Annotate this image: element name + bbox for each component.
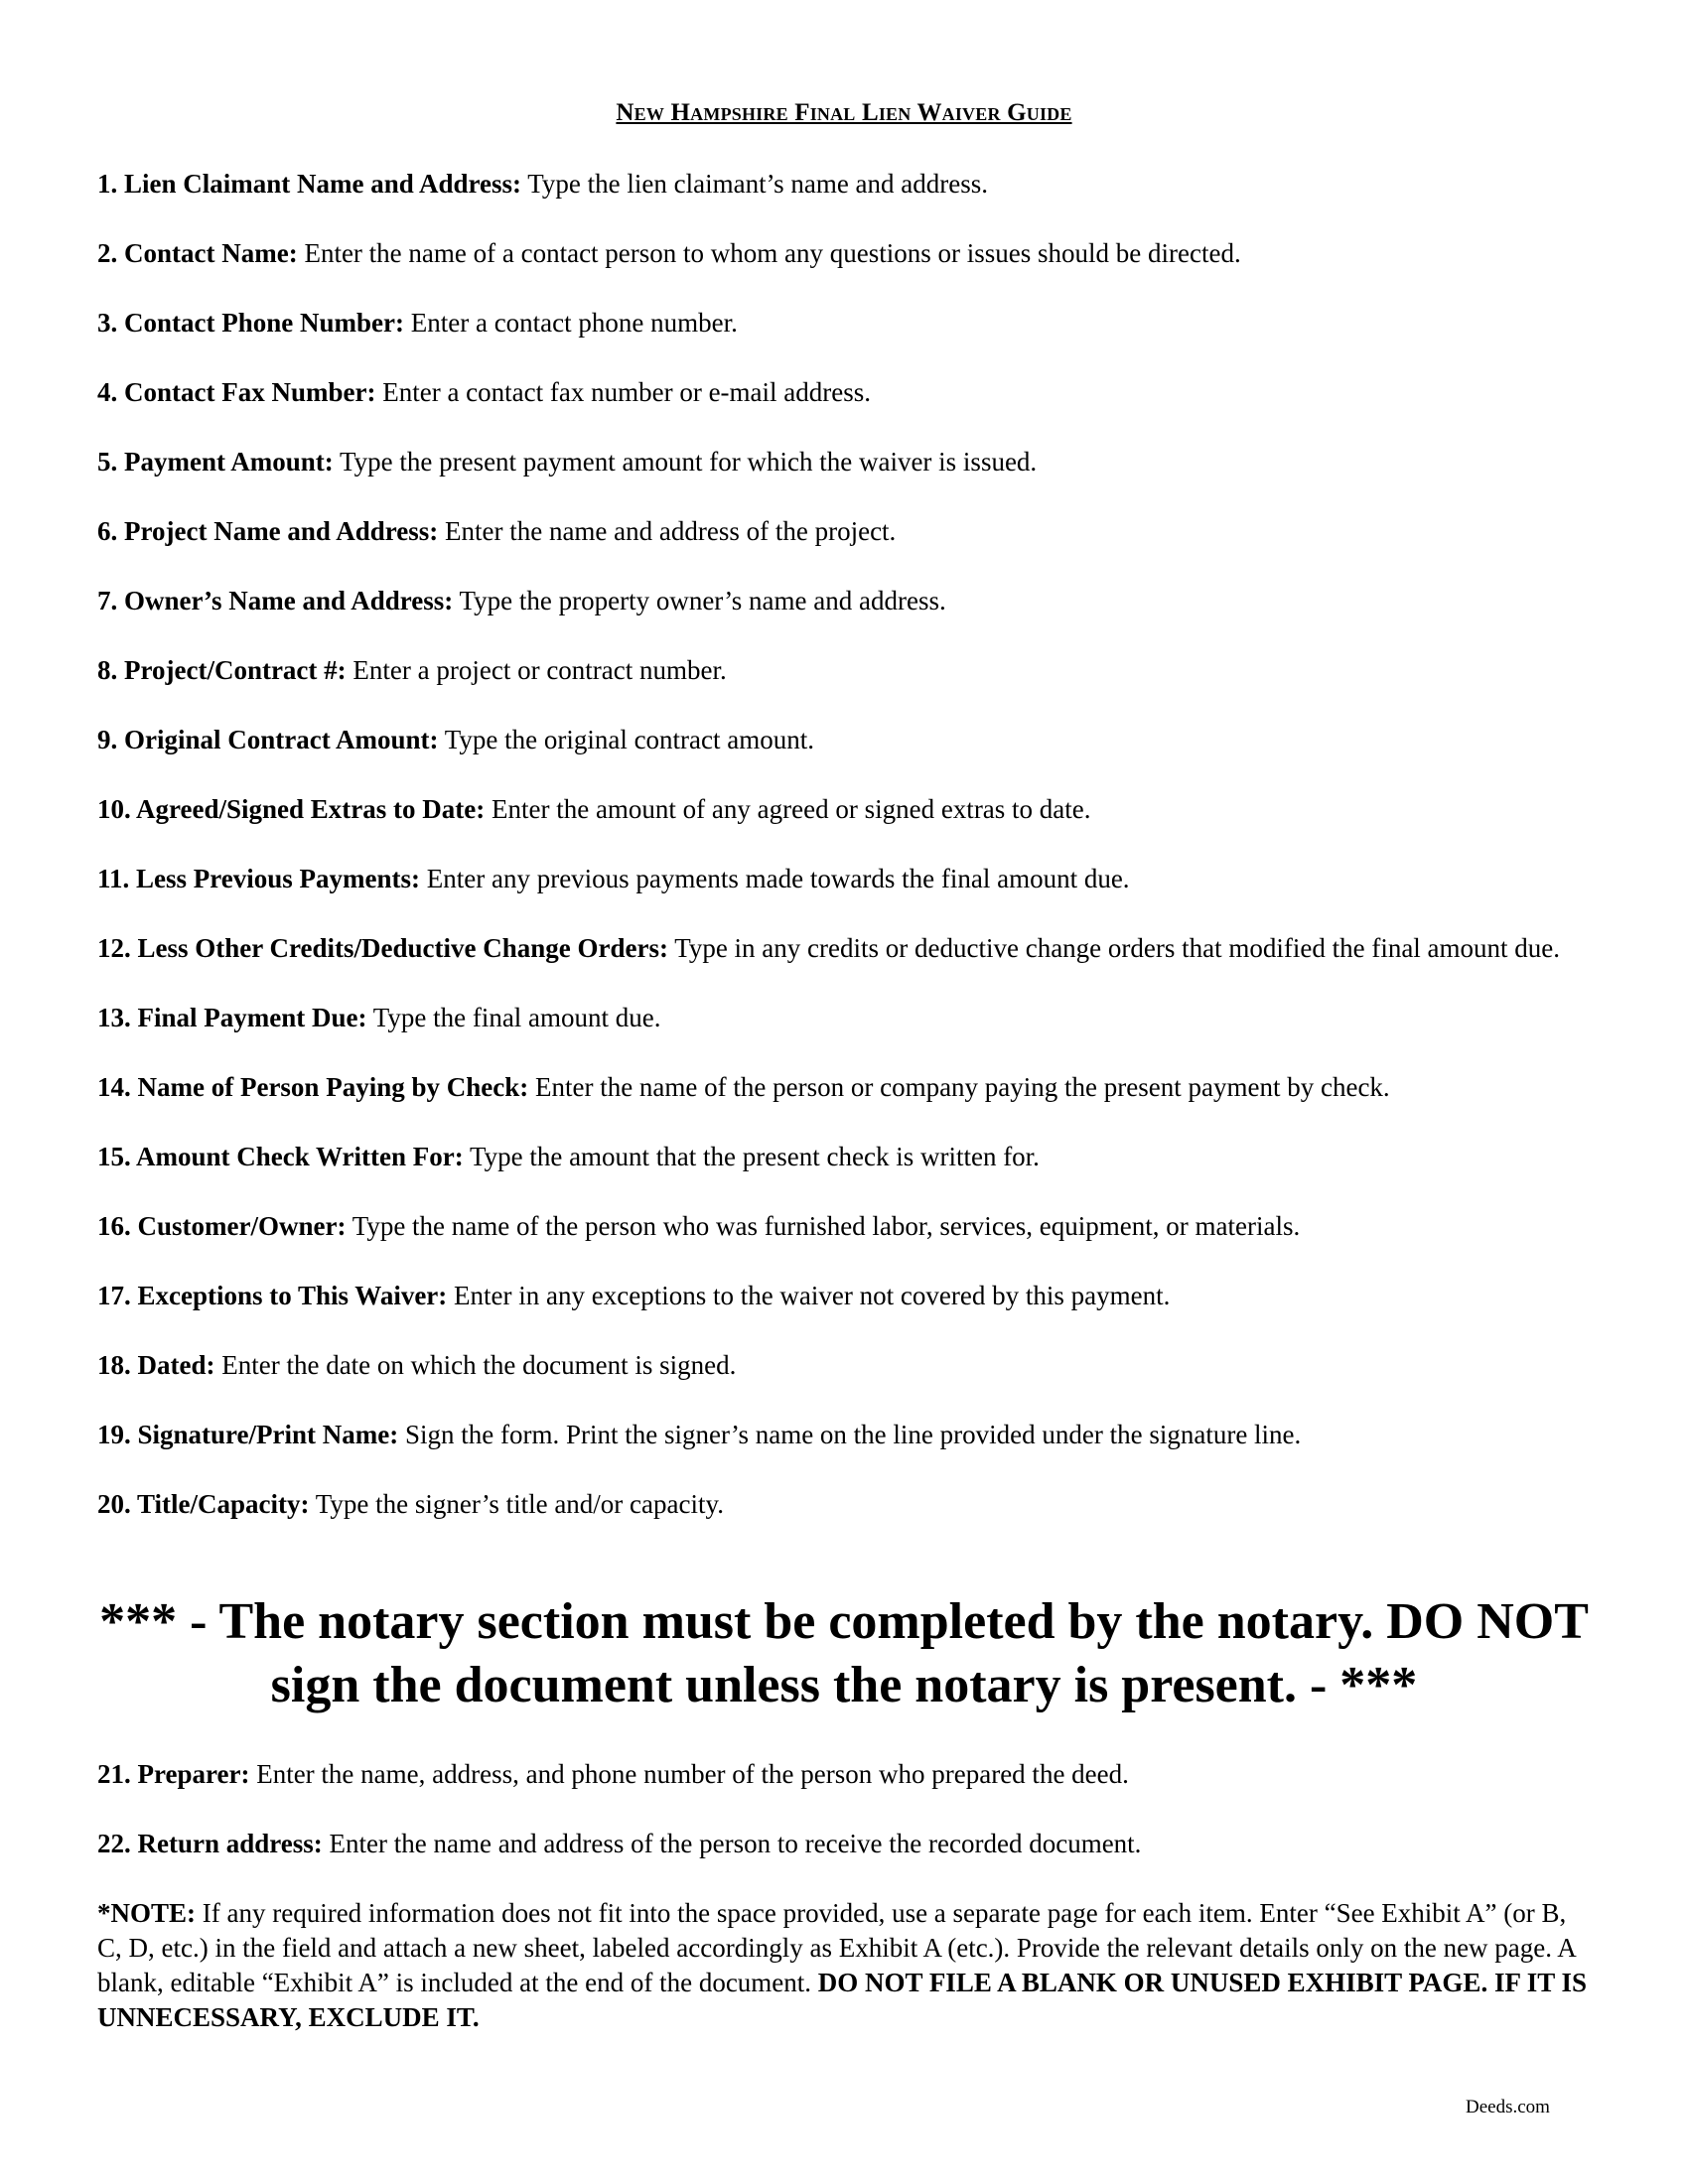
note-text: If any required information does not fit into the space provided, use a separate page for each item. Enter “See Exhibit A” (or B, C, D, etc.) in the field and attach a new sheet, labeled accordingly as Exhibit A (etc.). Provide the relevant details only on the new page. A blank, editable “Exhibit A” is included at the end of the document. — [97, 1898, 1576, 1997]
item-text: Type in any credits or deductive change orders that modified the final amount due. — [667, 933, 1561, 963]
item-text: Enter a contact phone number. — [403, 308, 738, 338]
item-text: Enter the name, address, and phone number of the person who prepared the deed. — [249, 1759, 1129, 1789]
guide-item — [97, 792, 1607, 827]
guide-item — [97, 306, 1607, 341]
guide-item — [97, 653, 1607, 688]
item-text: Sign the form. Print the signer’s name on the line provided under the signature line. — [398, 1420, 1302, 1449]
item-label: 8. Project/Contract #: — [97, 655, 347, 685]
item-text: Type the amount that the present check is written for. — [463, 1142, 1040, 1171]
item-label: 18. Dated: — [97, 1350, 215, 1380]
guide-item — [97, 1070, 1607, 1105]
item-label: 20. Title/Capacity: — [97, 1489, 310, 1519]
item-text: Type the lien claimant’s name and address. — [521, 169, 989, 199]
guide-item — [97, 723, 1607, 757]
item-label: 17. Exceptions to This Waiver: — [97, 1281, 448, 1310]
item-text: Enter a project or contract number. — [346, 655, 727, 685]
notary-warning: *** - The notary section must be completed by the notary. DO NOT sign the document unless the notary is present. - *** — [99, 1593, 1589, 1713]
item-text: Enter in any exceptions to the waiver not covered by this payment. — [447, 1281, 1171, 1310]
item-label: 12. Less Other Credits/Deductive Change Orders: — [97, 933, 668, 963]
item-text: Type the name of the person who was furnished labor, services, equipment, or materials. — [346, 1211, 1301, 1241]
item-text: Type the original contract amount. — [438, 725, 815, 754]
note-label: *NOTE: — [97, 1898, 197, 1928]
item-label: 9. Original Contract Amount: — [97, 725, 439, 754]
guide-item — [97, 1001, 1607, 1035]
item-label: 14. Name of Person Paying by Check: — [97, 1072, 529, 1102]
item-text: Type the property owner’s name and address. — [453, 586, 946, 615]
guide-item — [97, 167, 1607, 202]
guide-item — [97, 236, 1607, 271]
guide-item — [97, 375, 1607, 410]
item-text: Enter the name of a contact person to whom any questions or issues should be directed. — [297, 238, 1241, 268]
item-text: Enter a contact fax number or e-mail address. — [375, 377, 872, 407]
item-label: 2. Contact Name: — [97, 238, 298, 268]
item-text: Type the signer’s title and/or capacity. — [309, 1489, 724, 1519]
exhibit-note — [97, 1896, 1597, 2035]
guide-item — [97, 1140, 1607, 1174]
item-label: 5. Payment Amount: — [97, 447, 334, 477]
item-label: 3. Contact Phone Number: — [97, 308, 404, 338]
note-bold-end: DO NOT FILE A BLANK OR UNUSED EXHIBIT PAGE. IF IT IS UNNECESSARY, EXCLUDE IT. — [97, 1968, 1587, 2032]
item-text: Enter the date on which the document is signed. — [214, 1350, 737, 1380]
guide-item — [97, 1418, 1607, 1452]
item-text: Enter the amount of any agreed or signed extras to date. — [485, 794, 1091, 824]
guide-item — [97, 1209, 1607, 1244]
item-label: 7. Owner’s Name and Address: — [97, 586, 454, 615]
guide-items-list-2 — [97, 1757, 1607, 1896]
item-label: 15. Amount Check Written For: — [97, 1142, 464, 1171]
page-title: New Hampshire Final Lien Waiver Guide — [616, 99, 1072, 126]
guide-item — [97, 514, 1607, 549]
guide-item — [97, 584, 1607, 618]
guide-items-list — [97, 167, 1607, 1557]
item-label: 22. Return address: — [97, 1829, 323, 1858]
guide-item — [97, 931, 1607, 966]
item-text: Enter any previous payments made towards the final amount due. — [420, 864, 1130, 893]
item-text: Enter the name of the person or company paying the present payment by check. — [528, 1072, 1390, 1102]
item-label: 4. Contact Fax Number: — [97, 377, 376, 407]
item-text: Enter the name and address of the project. — [438, 516, 897, 546]
guide-item — [97, 862, 1607, 896]
item-label: 16. Customer/Owner: — [97, 1211, 347, 1241]
guide-item — [97, 1487, 1607, 1522]
item-text: Type the present payment amount for which the waiver is issued. — [333, 447, 1038, 477]
item-label: 6. Project Name and Address: — [97, 516, 439, 546]
item-text: Enter the name and address of the person to receive the recorded document. — [322, 1829, 1142, 1858]
guide-item — [97, 1348, 1607, 1383]
item-label: 19. Signature/Print Name: — [97, 1420, 399, 1449]
guide-item — [97, 1827, 1607, 1861]
guide-item — [97, 1757, 1607, 1792]
guide-item — [97, 1279, 1607, 1313]
item-label: 21. Preparer: — [97, 1759, 250, 1789]
item-text: Type the final amount due. — [366, 1003, 661, 1032]
item-label: 1. Lien Claimant Name and Address: — [97, 169, 522, 199]
item-label: 11. Less Previous Payments: — [97, 864, 420, 893]
guide-item — [97, 445, 1607, 479]
footer-brand: Deeds.com — [1466, 2097, 1550, 2117]
item-label: 13. Final Payment Due: — [97, 1003, 367, 1032]
item-label: 10. Agreed/Signed Extras to Date: — [97, 794, 486, 824]
